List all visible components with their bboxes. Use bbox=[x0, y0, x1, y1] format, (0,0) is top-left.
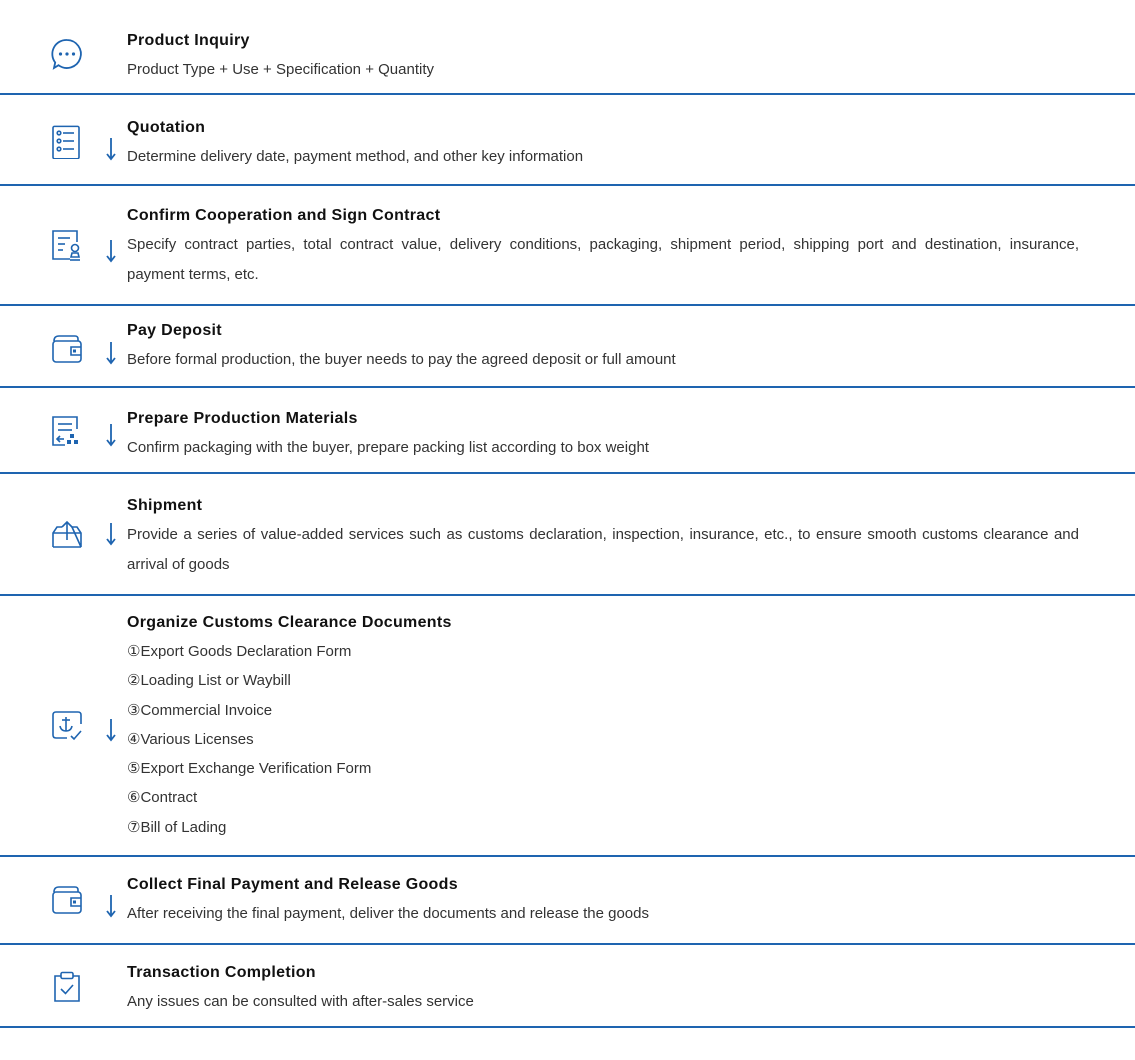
list-item: ⑤Export Exchange Verification Form bbox=[127, 760, 372, 778]
down-arrow-icon bbox=[104, 137, 118, 161]
step-content bbox=[127, 408, 1079, 463]
step-title: Collect Final Payment and Release Goods bbox=[127, 876, 458, 893]
checklist-icon bbox=[50, 125, 84, 159]
step-description: Specify contract parties, total contract value, delivery conditions, packaging, shipment period, shipping port and destination, insurance, payment terms, etc. bbox=[127, 236, 1079, 283]
step-final-payment bbox=[0, 857, 1135, 945]
step-content bbox=[127, 874, 1079, 929]
step-sign-contract bbox=[0, 186, 1135, 306]
step-description: Product Type + Use + Specification + Quantity bbox=[127, 61, 434, 78]
step-title: Organize Customs Clearance Documents bbox=[127, 614, 452, 631]
step-description: Any issues can be consulted with after-sales service bbox=[127, 993, 474, 1010]
step-title: Pay Deposit bbox=[127, 322, 222, 339]
step-content bbox=[127, 117, 1079, 172]
list-item: ⑦Bill of Lading bbox=[127, 818, 227, 836]
list-item: ④Various Licenses bbox=[127, 730, 254, 748]
clipboard-check-icon bbox=[50, 970, 84, 1004]
step-content bbox=[127, 495, 1079, 579]
step-title: Product Inquiry bbox=[127, 32, 250, 49]
step-title: Confirm Cooperation and Sign Contract bbox=[127, 207, 441, 224]
wallet-icon bbox=[50, 883, 84, 917]
step-description: After receiving the final payment, deliver the documents and release the goods bbox=[127, 905, 649, 922]
down-arrow-icon bbox=[104, 718, 118, 742]
wallet-icon bbox=[50, 332, 84, 366]
materials-list-icon bbox=[50, 414, 84, 448]
step-pay-deposit bbox=[0, 306, 1135, 388]
list-item: ②Loading List or Waybill bbox=[127, 672, 291, 690]
step-description: Before formal production, the buyer needs to pay the agreed deposit or full amount bbox=[127, 351, 676, 368]
contract-stamp-icon bbox=[50, 228, 84, 262]
down-arrow-icon bbox=[104, 522, 118, 546]
list-item: ③Commercial Invoice bbox=[127, 701, 273, 719]
step-title: Transaction Completion bbox=[127, 964, 316, 981]
shipment-box-icon bbox=[50, 518, 84, 552]
step-product-inquiry bbox=[0, 0, 1135, 95]
step-content bbox=[127, 30, 1079, 85]
list-item: ①Export Goods Declaration Form bbox=[127, 643, 352, 660]
step-content bbox=[127, 612, 1079, 842]
step-description: Provide a series of value-added services such as customs declaration, inspection, insurance, etc., to ensure smooth customs clearance and arrival of goods bbox=[127, 526, 1079, 573]
chat-bubble-icon bbox=[50, 37, 84, 71]
down-arrow-icon bbox=[104, 894, 118, 918]
step-quotation bbox=[0, 95, 1135, 186]
customs-anchor-icon bbox=[50, 709, 84, 743]
step-description: Determine delivery date, payment method, and other key information bbox=[127, 148, 584, 165]
step-prepare-materials bbox=[0, 388, 1135, 474]
step-transaction-completion bbox=[0, 945, 1135, 1028]
step-title: Shipment bbox=[127, 497, 203, 514]
step-description: Confirm packaging with the buyer, prepare packing list according to box weight bbox=[127, 439, 649, 456]
step-content bbox=[127, 205, 1079, 289]
step-content bbox=[127, 320, 1079, 375]
down-arrow-icon bbox=[104, 341, 118, 365]
step-content bbox=[127, 962, 1079, 1017]
list-item: ⑥Contract bbox=[127, 789, 198, 807]
step-title: Quotation bbox=[127, 119, 206, 136]
step-title: Prepare Production Materials bbox=[127, 410, 358, 427]
down-arrow-icon bbox=[104, 423, 118, 447]
down-arrow-icon bbox=[104, 239, 118, 263]
step-shipment bbox=[0, 474, 1135, 596]
step-customs-documents bbox=[0, 596, 1135, 857]
document-list bbox=[127, 637, 1079, 842]
